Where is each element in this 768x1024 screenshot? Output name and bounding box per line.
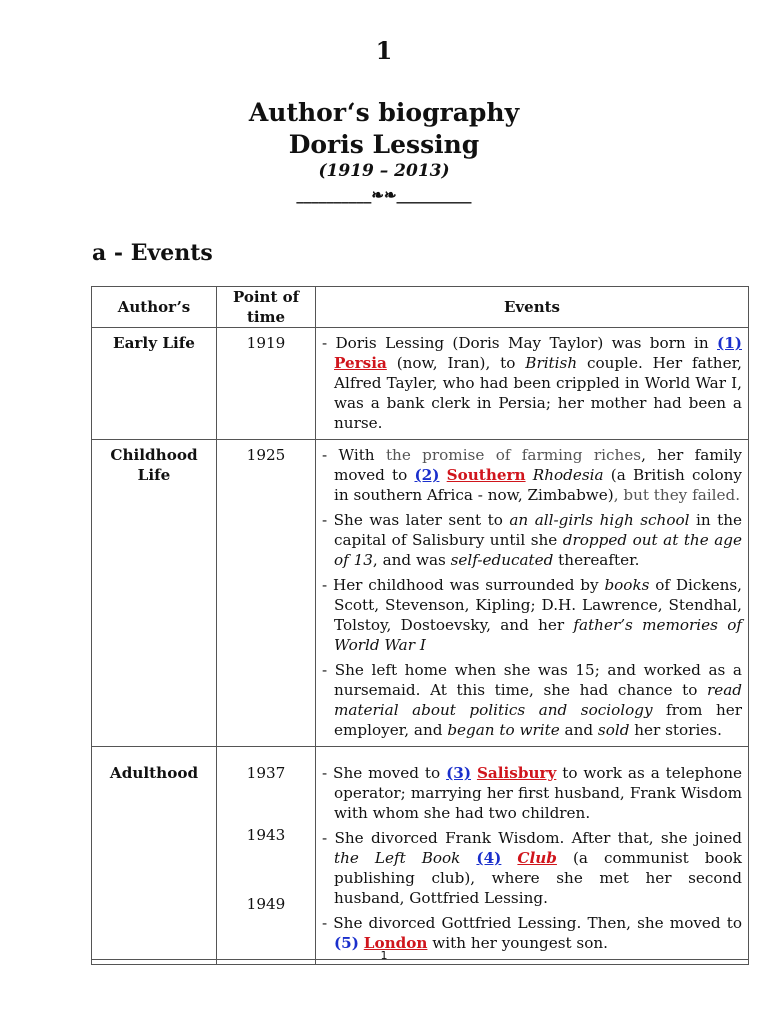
time-cell: 1925 [217,440,316,747]
blank-number: (1) [717,334,742,352]
table-header-row [92,287,749,328]
event-item: - She divorced Frank Wisdom. After that, she joined the Left Book (4) Club (a communist book publishing club), where she met her second husband, Gottfried Lessing. [322,829,742,907]
header-stage: Author’s [92,287,217,328]
event-item: - She was later sent to an all-girls high school in the capital of Salisbury until she dropped out at the age of 13, and was self-educated thereafter. [322,511,742,569]
header-events: Events [316,287,749,328]
footer-page-number: 1 [380,949,388,962]
events-cell [316,747,749,960]
blank-answer: Salisbury [476,764,557,782]
event-item: - She left home when she was 15; and worked as a nursemaid. At this time, she had chance to read material about politics and sociology from her employer, and began to write and sold her stories. [322,661,742,739]
table-row [92,747,749,960]
events-cell [316,328,749,440]
event-item: - She divorced Gottfried Lessing. Then, she moved to (5) London with her youngest son. [322,914,742,952]
life-dates: (1919 – 2013) [318,161,450,181]
events-cell [316,440,749,747]
time-value: 1943 [246,826,286,844]
time-cell [217,747,316,960]
blank-number: (4) [476,849,502,867]
event-item: - Her childhood was surrounded by books of Dickens, Scott, Stevenson, Kipling; D.H. Lawrence, Stendhal, Tolstoy, Dostoevsky, and her father’s memories of World War I [322,576,742,654]
blank-number: (3) [446,764,472,782]
blank-answer: London [363,934,428,952]
stage-cell: Adulthood [92,747,217,960]
blank-answer: Southern [446,466,526,484]
blank-number: (2) [414,466,440,484]
time-value: 1937 [246,764,286,782]
page-number-heading: 1 [375,36,393,65]
event-item: - She moved to (3) Salisbury to work as a telephone operator; marrying her first husband, Frank Wisdom with whom she had two children. [322,764,743,822]
table-row [92,328,749,440]
page-title [0,97,768,161]
blank-answer: Club [517,849,557,867]
time-cell: 1919 [217,328,316,440]
ornament-divider: __________❧❧__________ [296,186,472,204]
stage-cell: Early Life [92,328,217,440]
time-value: 1949 [246,895,286,913]
table-row [92,440,749,747]
section-heading: a - Events [92,240,213,266]
event-item: - With the promise of farming riches, her family moved to (2) Southern Rhodesia (a British colony in southern Africa - now, Zimbabwe), but they failed. [322,446,743,504]
event-item: - Doris Lessing (Doris May Taylor) was born in (1) Persia (now, Iran), to British couple. Her father, Alfred Tayler, who had been crippled in World War I, was a bank clerk in Persia; her mother had been a nurse. [322,334,742,432]
title-line-2: Doris Lessing [288,130,480,159]
title-line-1: Author‘s biography [248,98,520,127]
blank-answer: Persia [334,354,387,372]
header-time: Point of time [217,287,316,328]
events-table [91,286,749,965]
stage-cell: Childhood Life [92,440,217,747]
blank-number: (5) [334,934,359,952]
